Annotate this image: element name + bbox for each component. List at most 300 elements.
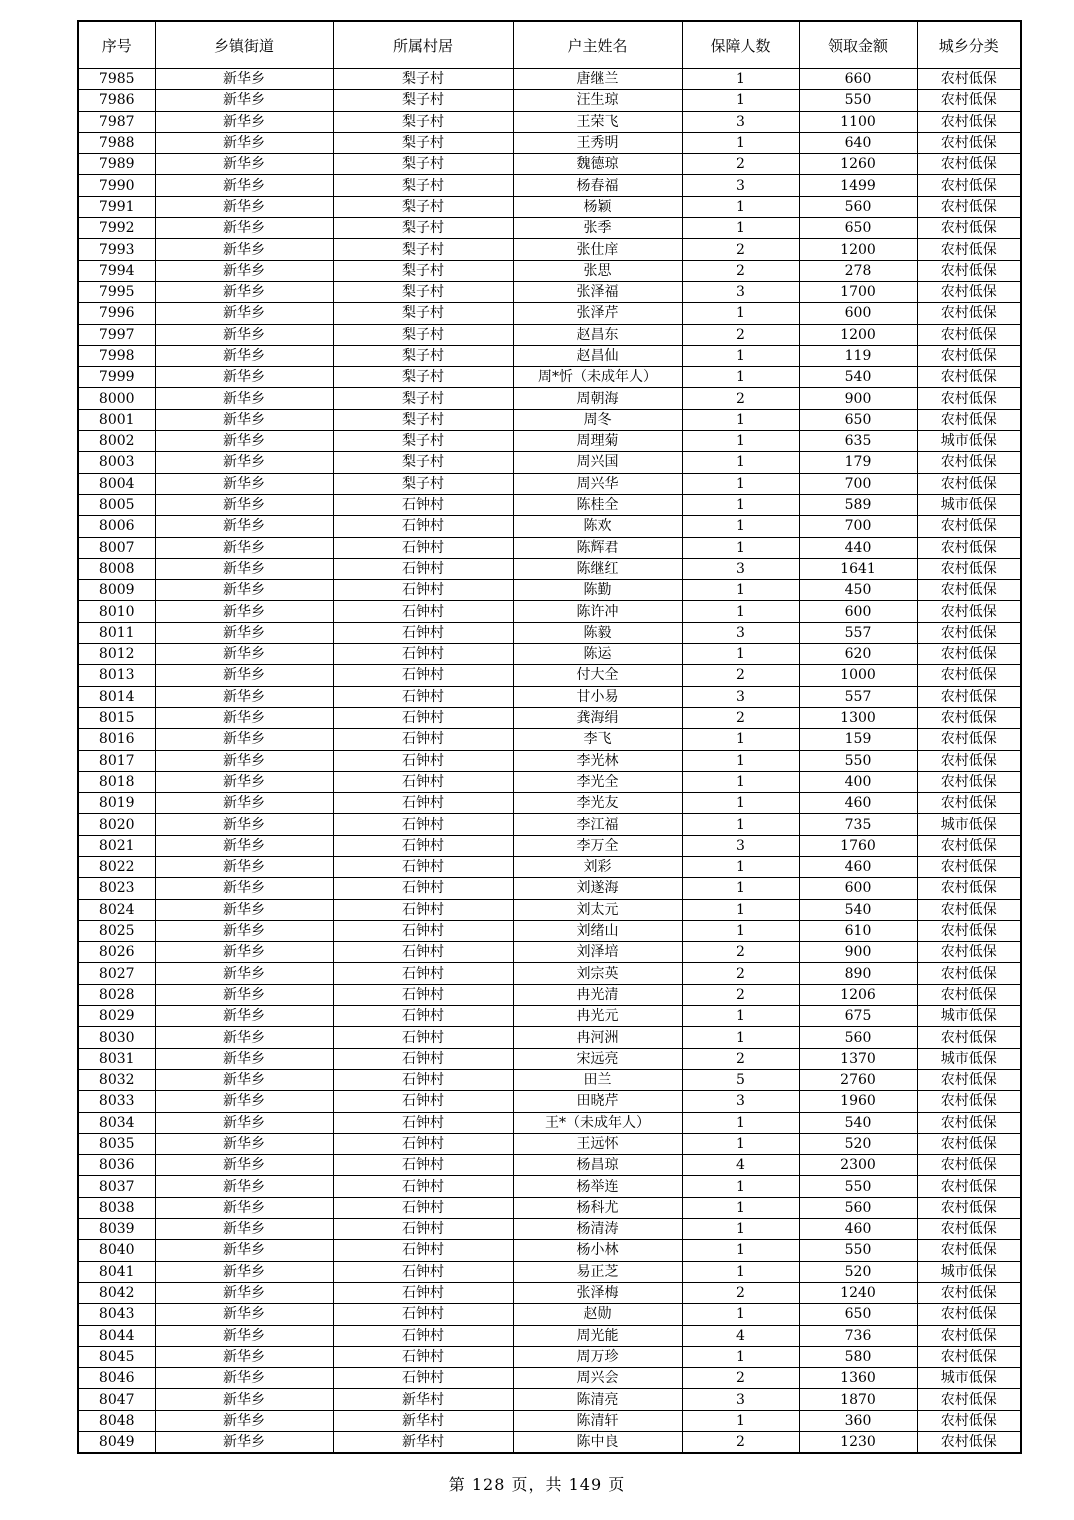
village-cell: 石钟村: [333, 580, 513, 601]
category-cell: 农村低保: [917, 1325, 1021, 1346]
table-row: [78, 1304, 1021, 1325]
table-row: [78, 856, 1021, 877]
amount-cell: 650: [799, 409, 917, 430]
amount-cell: 635: [799, 431, 917, 452]
village-cell: 石钟村: [333, 707, 513, 728]
amount-cell: 610: [799, 920, 917, 941]
table-row: [78, 196, 1021, 217]
table-row: [78, 942, 1021, 963]
category-cell: 农村低保: [917, 388, 1021, 409]
amount-cell: 1300: [799, 707, 917, 728]
householder-name-cell: 周兴华: [513, 473, 682, 494]
amount-cell: 2300: [799, 1155, 917, 1176]
village-cell: 石钟村: [333, 1282, 513, 1303]
serial-number-cell: 8024: [78, 899, 155, 920]
category-cell: 农村低保: [917, 1432, 1021, 1454]
householder-name-cell: 王远怀: [513, 1133, 682, 1154]
serial-number-cell: 8049: [78, 1432, 155, 1454]
householder-name-cell: 刘泽培: [513, 942, 682, 963]
serial-number-cell: 8012: [78, 644, 155, 665]
township-cell: 新华乡: [155, 580, 333, 601]
township-cell: 新华乡: [155, 729, 333, 750]
township-cell: 新华乡: [155, 1432, 333, 1454]
amount-cell: 450: [799, 580, 917, 601]
category-cell: 城市低保: [917, 1368, 1021, 1389]
serial-number-cell: 7990: [78, 175, 155, 196]
header-category: 城乡分类: [917, 21, 1021, 69]
amount-cell: 550: [799, 1176, 917, 1197]
category-cell: 农村低保: [917, 1389, 1021, 1410]
amount-cell: 1760: [799, 835, 917, 856]
householder-name-cell: 张泽梅: [513, 1282, 682, 1303]
amount-cell: 660: [799, 69, 917, 90]
village-cell: 梨子村: [333, 175, 513, 196]
serial-number-cell: 7993: [78, 239, 155, 260]
table-row: [78, 1155, 1021, 1176]
table-row: [78, 686, 1021, 707]
serial-number-cell: 8019: [78, 793, 155, 814]
category-cell: 农村低保: [917, 69, 1021, 90]
serial-number-cell: 8033: [78, 1091, 155, 1112]
amount-cell: 400: [799, 771, 917, 792]
covered-persons-cell: 1: [682, 814, 799, 835]
village-cell: 梨子村: [333, 154, 513, 175]
covered-persons-cell: 1: [682, 196, 799, 217]
category-cell: 农村低保: [917, 644, 1021, 665]
covered-persons-cell: 1: [682, 1346, 799, 1367]
serial-number-cell: 7994: [78, 260, 155, 281]
covered-persons-cell: 3: [682, 835, 799, 856]
village-cell: 石钟村: [333, 1155, 513, 1176]
header-householder-name: 户主姓名: [513, 21, 682, 69]
township-cell: 新华乡: [155, 771, 333, 792]
category-cell: 农村低保: [917, 111, 1021, 132]
category-cell: 城市低保: [917, 814, 1021, 835]
village-cell: 梨子村: [333, 367, 513, 388]
table-row: [78, 665, 1021, 686]
serial-number-cell: 8016: [78, 729, 155, 750]
township-cell: 新华乡: [155, 388, 333, 409]
township-cell: 新华乡: [155, 1027, 333, 1048]
covered-persons-cell: 1: [682, 1133, 799, 1154]
table-row: [78, 431, 1021, 452]
amount-cell: 700: [799, 473, 917, 494]
amount-cell: 460: [799, 793, 917, 814]
village-cell: 石钟村: [333, 942, 513, 963]
township-cell: 新华乡: [155, 90, 333, 111]
householder-name-cell: 陈中良: [513, 1432, 682, 1454]
village-cell: 梨子村: [333, 345, 513, 366]
amount-cell: 550: [799, 750, 917, 771]
header-serial-number: 序号: [78, 21, 155, 69]
householder-name-cell: 刘绪山: [513, 920, 682, 941]
township-cell: 新华乡: [155, 856, 333, 877]
serial-number-cell: 8018: [78, 771, 155, 792]
serial-number-cell: 8044: [78, 1325, 155, 1346]
table-row: [78, 1091, 1021, 1112]
village-cell: 梨子村: [333, 111, 513, 132]
village-cell: 石钟村: [333, 1176, 513, 1197]
serial-number-cell: 7992: [78, 218, 155, 239]
village-cell: 梨子村: [333, 409, 513, 430]
table-row: [78, 494, 1021, 515]
category-cell: 农村低保: [917, 707, 1021, 728]
village-cell: 梨子村: [333, 260, 513, 281]
householder-name-cell: 付大全: [513, 665, 682, 686]
township-cell: 新华乡: [155, 1112, 333, 1133]
amount-cell: 2760: [799, 1069, 917, 1090]
covered-persons-cell: 2: [682, 707, 799, 728]
township-cell: 新华乡: [155, 473, 333, 494]
category-cell: 农村低保: [917, 1069, 1021, 1090]
covered-persons-cell: 1: [682, 750, 799, 771]
category-cell: 农村低保: [917, 281, 1021, 302]
township-cell: 新华乡: [155, 175, 333, 196]
category-cell: 农村低保: [917, 856, 1021, 877]
township-cell: 新华乡: [155, 707, 333, 728]
category-cell: 农村低保: [917, 90, 1021, 111]
village-cell: 石钟村: [333, 622, 513, 643]
householder-name-cell: 陈继红: [513, 558, 682, 579]
serial-number-cell: 8036: [78, 1155, 155, 1176]
serial-number-cell: 8020: [78, 814, 155, 835]
amount-cell: 1700: [799, 281, 917, 302]
table-row: [78, 239, 1021, 260]
serial-number-cell: 8014: [78, 686, 155, 707]
householder-name-cell: 周朝海: [513, 388, 682, 409]
serial-number-cell: 8048: [78, 1410, 155, 1431]
amount-cell: 550: [799, 90, 917, 111]
serial-number-cell: 8039: [78, 1219, 155, 1240]
amount-cell: 1260: [799, 154, 917, 175]
covered-persons-cell: 1: [682, 1304, 799, 1325]
covered-persons-cell: 1: [682, 69, 799, 90]
householder-name-cell: 杨昌琼: [513, 1155, 682, 1176]
serial-number-cell: 8032: [78, 1069, 155, 1090]
amount-cell: 700: [799, 516, 917, 537]
householder-name-cell: 刘遂海: [513, 878, 682, 899]
householder-name-cell: 周兴国: [513, 452, 682, 473]
serial-number-cell: 8026: [78, 942, 155, 963]
table-row: [78, 622, 1021, 643]
amount-cell: 1200: [799, 239, 917, 260]
covered-persons-cell: 1: [682, 132, 799, 153]
table-row: [78, 580, 1021, 601]
serial-number-cell: 8021: [78, 835, 155, 856]
village-cell: 梨子村: [333, 452, 513, 473]
category-cell: 农村低保: [917, 367, 1021, 388]
category-cell: 农村低保: [917, 984, 1021, 1005]
header-amount: 领取金额: [799, 21, 917, 69]
serial-number-cell: 8037: [78, 1176, 155, 1197]
amount-cell: 600: [799, 303, 917, 324]
amount-cell: 560: [799, 1197, 917, 1218]
table-row: [78, 814, 1021, 835]
village-cell: 石钟村: [333, 1069, 513, 1090]
covered-persons-cell: 1: [682, 856, 799, 877]
householder-name-cell: 陈勤: [513, 580, 682, 601]
table-header: [78, 21, 1021, 69]
householder-name-cell: 杨小林: [513, 1240, 682, 1261]
covered-persons-cell: 1: [682, 1410, 799, 1431]
householder-name-cell: 田晓芹: [513, 1091, 682, 1112]
township-cell: 新华乡: [155, 1006, 333, 1027]
category-cell: 农村低保: [917, 345, 1021, 366]
township-cell: 新华乡: [155, 1346, 333, 1367]
householder-name-cell: 赵勋: [513, 1304, 682, 1325]
householder-name-cell: 杨清涛: [513, 1219, 682, 1240]
amount-cell: 560: [799, 196, 917, 217]
township-cell: 新华乡: [155, 1368, 333, 1389]
covered-persons-cell: 3: [682, 1091, 799, 1112]
category-cell: 城市低保: [917, 494, 1021, 515]
village-cell: 石钟村: [333, 1133, 513, 1154]
table-row: [78, 473, 1021, 494]
table-row: [78, 1027, 1021, 1048]
serial-number-cell: 8034: [78, 1112, 155, 1133]
table-row: [78, 1219, 1021, 1240]
serial-number-cell: 8030: [78, 1027, 155, 1048]
village-cell: 石钟村: [333, 1346, 513, 1367]
village-cell: 石钟村: [333, 920, 513, 941]
amount-cell: 900: [799, 388, 917, 409]
covered-persons-cell: 3: [682, 622, 799, 643]
category-cell: 农村低保: [917, 239, 1021, 260]
township-cell: 新华乡: [155, 1304, 333, 1325]
amount-cell: 460: [799, 1219, 917, 1240]
serial-number-cell: 8007: [78, 537, 155, 558]
header-row: [78, 21, 1021, 69]
table-row: [78, 1197, 1021, 1218]
village-cell: 石钟村: [333, 814, 513, 835]
category-cell: 农村低保: [917, 1410, 1021, 1431]
township-cell: 新华乡: [155, 835, 333, 856]
serial-number-cell: 8031: [78, 1048, 155, 1069]
category-cell: 城市低保: [917, 1006, 1021, 1027]
table-row: [78, 1389, 1021, 1410]
table-row: [78, 601, 1021, 622]
amount-cell: 1360: [799, 1368, 917, 1389]
householder-name-cell: 王荣飞: [513, 111, 682, 132]
serial-number-cell: 8029: [78, 1006, 155, 1027]
householder-name-cell: 张季: [513, 218, 682, 239]
category-cell: 农村低保: [917, 1304, 1021, 1325]
village-cell: 石钟村: [333, 644, 513, 665]
category-cell: 农村低保: [917, 1240, 1021, 1261]
category-cell: 农村低保: [917, 452, 1021, 473]
township-cell: 新华乡: [155, 1048, 333, 1069]
township-cell: 新华乡: [155, 750, 333, 771]
township-cell: 新华乡: [155, 132, 333, 153]
category-cell: 农村低保: [917, 601, 1021, 622]
serial-number-cell: 8046: [78, 1368, 155, 1389]
category-cell: 农村低保: [917, 1346, 1021, 1367]
householder-name-cell: 李光友: [513, 793, 682, 814]
table-row: [78, 899, 1021, 920]
serial-number-cell: 8023: [78, 878, 155, 899]
covered-persons-cell: 3: [682, 1389, 799, 1410]
householder-name-cell: 冉河洲: [513, 1027, 682, 1048]
serial-number-cell: 8028: [78, 984, 155, 1005]
covered-persons-cell: 1: [682, 878, 799, 899]
covered-persons-cell: 1: [682, 899, 799, 920]
householder-name-cell: 刘宗英: [513, 963, 682, 984]
covered-persons-cell: 1: [682, 303, 799, 324]
householder-name-cell: 赵昌东: [513, 324, 682, 345]
covered-persons-cell: 1: [682, 1240, 799, 1261]
householder-name-cell: 陈运: [513, 644, 682, 665]
village-cell: 石钟村: [333, 1112, 513, 1133]
header-township: 乡镇街道: [155, 21, 333, 69]
table-row: [78, 1240, 1021, 1261]
category-cell: 农村低保: [917, 1133, 1021, 1154]
table-row: [78, 1112, 1021, 1133]
category-cell: 农村低保: [917, 260, 1021, 281]
amount-cell: 179: [799, 452, 917, 473]
village-cell: 梨子村: [333, 473, 513, 494]
village-cell: 梨子村: [333, 239, 513, 260]
category-cell: 农村低保: [917, 835, 1021, 856]
table-row: [78, 90, 1021, 111]
table-row: [78, 558, 1021, 579]
category-cell: 城市低保: [917, 431, 1021, 452]
township-cell: 新华乡: [155, 942, 333, 963]
householder-name-cell: 周兴会: [513, 1368, 682, 1389]
serial-number-cell: 8045: [78, 1346, 155, 1367]
village-cell: 新华村: [333, 1410, 513, 1431]
township-cell: 新华乡: [155, 431, 333, 452]
covered-persons-cell: 3: [682, 281, 799, 302]
table-row: [78, 729, 1021, 750]
village-cell: 梨子村: [333, 324, 513, 345]
householder-name-cell: 陈欢: [513, 516, 682, 537]
serial-number-cell: 8038: [78, 1197, 155, 1218]
householder-name-cell: 易正芝: [513, 1261, 682, 1282]
village-cell: 石钟村: [333, 750, 513, 771]
village-cell: 石钟村: [333, 686, 513, 707]
amount-cell: 675: [799, 1006, 917, 1027]
householder-name-cell: 杨举连: [513, 1176, 682, 1197]
table-row: [78, 111, 1021, 132]
amount-cell: 600: [799, 878, 917, 899]
householder-name-cell: 冉光清: [513, 984, 682, 1005]
village-cell: 新华村: [333, 1389, 513, 1410]
serial-number-cell: 8027: [78, 963, 155, 984]
serial-number-cell: 8017: [78, 750, 155, 771]
serial-number-cell: 8013: [78, 665, 155, 686]
village-cell: 新华村: [333, 1432, 513, 1454]
table-row: [78, 1048, 1021, 1069]
householder-name-cell: 周理菊: [513, 431, 682, 452]
village-cell: 梨子村: [333, 132, 513, 153]
township-cell: 新华乡: [155, 1410, 333, 1431]
amount-cell: 650: [799, 1304, 917, 1325]
covered-persons-cell: 2: [682, 942, 799, 963]
amount-cell: 620: [799, 644, 917, 665]
serial-number-cell: 8010: [78, 601, 155, 622]
table-row: [78, 750, 1021, 771]
amount-cell: 1370: [799, 1048, 917, 1069]
amount-cell: 890: [799, 963, 917, 984]
serial-number-cell: 8009: [78, 580, 155, 601]
allowance-table: [77, 20, 1022, 1454]
township-cell: 新华乡: [155, 367, 333, 388]
serial-number-cell: 8042: [78, 1282, 155, 1303]
covered-persons-cell: 1: [682, 345, 799, 366]
township-cell: 新华乡: [155, 1069, 333, 1090]
serial-number-cell: 7991: [78, 196, 155, 217]
covered-persons-cell: 1: [682, 1197, 799, 1218]
township-cell: 新华乡: [155, 1197, 333, 1218]
village-cell: 石钟村: [333, 1325, 513, 1346]
serial-number-cell: 8001: [78, 409, 155, 430]
serial-number-cell: 8006: [78, 516, 155, 537]
table-row: [78, 1282, 1021, 1303]
category-cell: 农村低保: [917, 516, 1021, 537]
table-row: [78, 793, 1021, 814]
village-cell: 石钟村: [333, 1048, 513, 1069]
serial-number-cell: 7995: [78, 281, 155, 302]
covered-persons-cell: 1: [682, 1112, 799, 1133]
category-cell: 农村低保: [917, 622, 1021, 643]
serial-number-cell: 8008: [78, 558, 155, 579]
village-cell: 梨子村: [333, 431, 513, 452]
amount-cell: 1240: [799, 1282, 917, 1303]
category-cell: 农村低保: [917, 665, 1021, 686]
householder-name-cell: 冉光元: [513, 1006, 682, 1027]
covered-persons-cell: 4: [682, 1155, 799, 1176]
township-cell: 新华乡: [155, 601, 333, 622]
category-cell: 城市低保: [917, 1048, 1021, 1069]
covered-persons-cell: 2: [682, 1432, 799, 1454]
category-cell: 农村低保: [917, 793, 1021, 814]
township-cell: 新华乡: [155, 281, 333, 302]
village-cell: 石钟村: [333, 1368, 513, 1389]
township-cell: 新华乡: [155, 345, 333, 366]
householder-name-cell: 陈许冲: [513, 601, 682, 622]
table-row: [78, 835, 1021, 856]
amount-cell: 1230: [799, 1432, 917, 1454]
village-cell: 梨子村: [333, 303, 513, 324]
householder-name-cell: 李万全: [513, 835, 682, 856]
village-cell: 石钟村: [333, 558, 513, 579]
covered-persons-cell: 3: [682, 558, 799, 579]
amount-cell: 1206: [799, 984, 917, 1005]
householder-name-cell: 陈桂全: [513, 494, 682, 515]
village-cell: 石钟村: [333, 729, 513, 750]
householder-name-cell: 周万珍: [513, 1346, 682, 1367]
covered-persons-cell: 1: [682, 473, 799, 494]
covered-persons-cell: 1: [682, 601, 799, 622]
householder-name-cell: 张泽芹: [513, 303, 682, 324]
covered-persons-cell: 2: [682, 984, 799, 1005]
table-row: [78, 281, 1021, 302]
village-cell: 石钟村: [333, 1261, 513, 1282]
amount-cell: 520: [799, 1261, 917, 1282]
village-cell: 石钟村: [333, 835, 513, 856]
householder-name-cell: 杨颖: [513, 196, 682, 217]
householder-name-cell: 龚海绢: [513, 707, 682, 728]
township-cell: 新华乡: [155, 1325, 333, 1346]
table-row: [78, 175, 1021, 196]
township-cell: 新华乡: [155, 963, 333, 984]
householder-name-cell: 王*（未成年人）: [513, 1112, 682, 1133]
covered-persons-cell: 2: [682, 388, 799, 409]
householder-name-cell: 李光林: [513, 750, 682, 771]
serial-number-cell: 8011: [78, 622, 155, 643]
serial-number-cell: 8035: [78, 1133, 155, 1154]
village-cell: 石钟村: [333, 878, 513, 899]
